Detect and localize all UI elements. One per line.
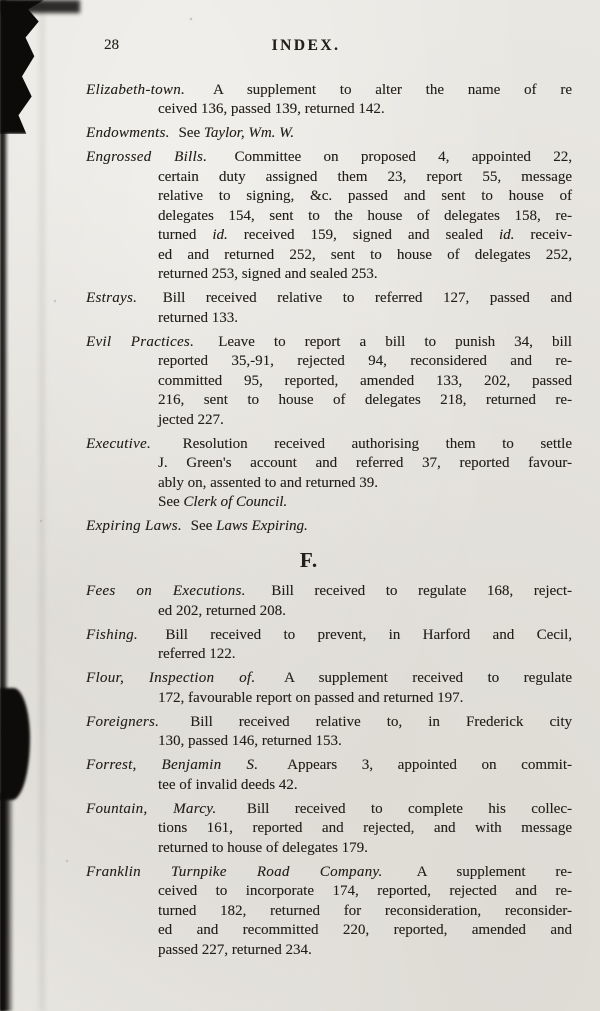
text: A supplement re- (387, 863, 572, 880)
text: See (186, 518, 217, 534)
text: ceived to incorporate 174, reported, rejected and re- (158, 883, 572, 899)
text: Bill received relative to referred 127, passed and (142, 290, 572, 306)
index-body (86, 81, 572, 961)
italic-text: Fees on Executions. (86, 583, 246, 599)
italic-text: Fountain, Marcy. (86, 800, 217, 817)
italic-text: Executive. (86, 435, 152, 452)
entry-line (86, 289, 572, 309)
page-number: 28 (104, 37, 119, 53)
scan-specks (0, 0, 2, 2)
index-entry (86, 713, 572, 752)
text: Appears 3, appointed on commit- (263, 757, 572, 773)
entry-line (86, 732, 572, 752)
text: Resolution received authorising them to settle (156, 435, 572, 452)
text: Leave to report a bill to punish 34, bill (199, 333, 572, 350)
text: relative to signing, &c. passed and sent to house of (158, 188, 572, 204)
entry-line (86, 645, 572, 665)
italic-text: id. (498, 227, 515, 243)
index-entry (86, 435, 572, 513)
index-entry (86, 800, 572, 859)
entry-line (86, 756, 572, 776)
italic-text: Evil Practices. (86, 333, 195, 350)
entry-line (86, 454, 572, 474)
italic-text: id. (212, 227, 228, 243)
text: receiv- (514, 227, 573, 243)
italic-text: Laws Expiring. (216, 518, 308, 534)
entry-line (86, 124, 572, 144)
binding-corner-blot (0, 0, 44, 134)
entry-line (86, 309, 572, 329)
italic-text: Taylor, Wm. W. (203, 125, 295, 141)
entry-line (86, 226, 572, 246)
index-entry (86, 148, 572, 285)
entry-line (86, 81, 572, 101)
entry-line (86, 246, 572, 266)
entry-line (86, 207, 572, 227)
index-entry (86, 124, 572, 144)
text: 172, favourable report on passed and returned 197. (158, 689, 464, 706)
text: returned 253, signed and sealed 253. (158, 266, 378, 282)
entry-line (86, 882, 572, 902)
text: 216, sent to house of delegates 218, returned re- (158, 392, 572, 408)
entry-line (86, 602, 572, 622)
italic-text: Expiring Laws. (86, 518, 182, 534)
binding-edge-shadow (0, 0, 9, 1011)
text: See (158, 494, 184, 510)
text: tee of invalid deeds 42. (158, 776, 298, 793)
italic-text: Forrest, Benjamin S. (86, 757, 259, 773)
text: Bill received relative to, in Frederick city (164, 713, 572, 730)
entry-line (86, 941, 572, 961)
entry-line (86, 265, 572, 285)
entry-line (86, 863, 572, 883)
entry-line (86, 921, 572, 941)
italic-text: Clerk of Council. (183, 494, 288, 510)
page-content (86, 36, 572, 965)
text: jected 227. (158, 411, 224, 428)
entry-line (86, 333, 572, 353)
text: committed 95, reported, amended 133, 202, passed (158, 372, 572, 389)
section-heading: F. (299, 547, 319, 572)
entry-line (86, 626, 572, 646)
top-edge-smudge (0, 0, 80, 13)
text: Bill received to complete his collec- (221, 800, 572, 817)
index-entry (86, 289, 572, 328)
index-entry (86, 626, 572, 665)
text: ably on, assented to and returned 39. (158, 474, 378, 491)
text: referred 122. (158, 646, 236, 662)
index-entry (86, 517, 572, 537)
text: turned (158, 227, 213, 243)
entry-line (86, 100, 572, 120)
page-header (86, 36, 572, 57)
italic-text: Endowments. (86, 125, 170, 141)
text: turned 182, returned for reconsideration, reconsider- (158, 902, 572, 919)
entry-line (86, 582, 572, 602)
text: A supplement received to regulate (260, 670, 572, 686)
italic-text: Fishing. (86, 626, 138, 643)
text: See (174, 125, 204, 141)
page-crease (39, 0, 45, 1011)
text: ed and recommitted 220, reported, amended and (158, 922, 572, 938)
entry-line (86, 168, 572, 188)
entry-line (86, 148, 572, 168)
text: ceived 136, passed 139, returned 142. (158, 101, 385, 117)
binding-ink-blot (0, 688, 30, 800)
entry-line (86, 839, 572, 859)
entry-line (86, 372, 572, 392)
italic-text: Estrays. (86, 290, 138, 306)
text: A supplement to alter the name of re (190, 81, 572, 98)
text: delegates 154, sent to the house of delegates 158, re- (158, 207, 572, 224)
text: 130, passed 146, returned 153. (158, 733, 342, 749)
text: Bill received to regulate 168, reject- (250, 583, 572, 599)
binding-bottom-shadow (0, 793, 14, 1011)
entry-line (86, 800, 572, 820)
entry-line (86, 474, 572, 494)
index-entry (86, 756, 572, 795)
index-entry (86, 582, 572, 621)
entry-line (86, 187, 572, 207)
text: ed and returned 252, sent to house of delegates 252, (158, 246, 572, 263)
entry-line (86, 689, 572, 709)
text: reported 35,-91, rejected 94, reconsidered and re- (158, 353, 572, 369)
text: passed 227, returned 234. (158, 941, 312, 958)
text: certain duty assigned them 23, report 55, message (158, 168, 572, 185)
entry-line (86, 902, 572, 922)
text: tions 161, reported and rejected, and with message (158, 820, 572, 836)
italic-text: Flour, Inspection of. (86, 670, 256, 686)
entry-line (86, 391, 572, 411)
entry-line (86, 819, 572, 839)
index-entry (86, 669, 572, 708)
italic-text: Franklin Turnpike Road Company. (86, 863, 383, 880)
entry-line (86, 435, 572, 455)
index-entry (86, 863, 572, 961)
italic-text: Elizabeth-town. (86, 81, 186, 98)
entry-line (86, 493, 572, 513)
italic-text: Foreigners. (86, 713, 160, 730)
entry-line (86, 352, 572, 372)
text: Bill received to prevent, in Harford and Cecil, (143, 626, 572, 643)
page-title: INDEX. (271, 37, 341, 54)
text: Committee on proposed 4, appointed 22, (212, 149, 572, 165)
entry-line (86, 669, 572, 689)
entry-line (86, 713, 572, 733)
italic-text: Engrossed Bills. (86, 149, 208, 165)
entry-line (86, 411, 572, 431)
index-entry (86, 81, 572, 120)
text: returned 133. (158, 309, 238, 326)
entry-line (86, 517, 572, 537)
text: J. Green's account and referred 37, reported favour- (158, 455, 572, 471)
entry-line (86, 776, 572, 796)
text: received 159, signed and sealed (227, 227, 499, 243)
index-entry (86, 333, 572, 431)
text: returned to house of delegates 179. (158, 839, 368, 856)
text: ed 202, returned 208. (158, 602, 286, 619)
